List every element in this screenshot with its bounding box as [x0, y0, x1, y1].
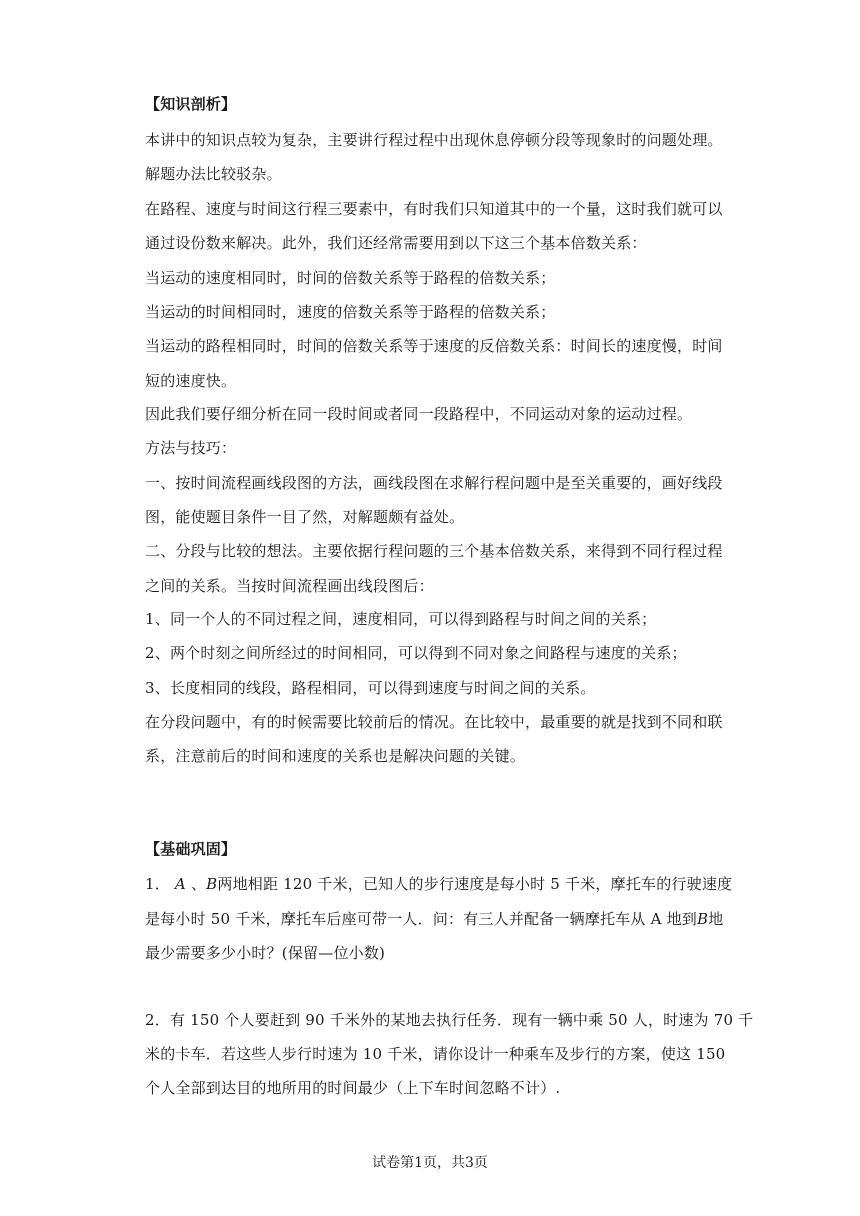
question-2-line-2: 米的卡车．若这些人步行时速为 10 千米，请你设计一种乘车及步行的方案，使这 150 [145, 1045, 726, 1063]
knowledge-line: 本讲中的知识点较为复杂，主要讲行程过程中出现休息停顿分段等现象时的问题处理。 [145, 131, 723, 149]
knowledge-line: 图，能使题目条件一目了然，对解题颇有益处。 [145, 508, 465, 526]
point-b-label: B [697, 910, 709, 928]
knowledge-line: 在路程、速度与时间这行程三要素中，有时我们只知道其中的一个量，这时我们就可以 [145, 200, 723, 218]
knowledge-line: 3、长度相同的线段，路程相同，可以得到速度与时间之间的关系。 [145, 679, 596, 697]
knowledge-line: 系，注意前后的时间和速度的关系也是解决问题的关键。 [145, 747, 526, 765]
question-text: 是每小时 50 千米，摩托车后座可带一人．问：有三人并配备一辆摩托车从 A 地到 [145, 910, 697, 928]
knowledge-line: 一、按时间流程画线段图的方法，画线段图在求解行程问题中是至关重要的，画好线段 [145, 474, 723, 492]
knowledge-line: 当运动的路程相同时，时间的倍数关系等于速度的反倍数关系：时间长的速度慢，时间 [145, 337, 723, 355]
question-2-line-3: 个人全部到达目的地所用的时间最少（上下车时间忽略不计）. [145, 1079, 561, 1097]
knowledge-line: 在分段问题中，有的时候需要比较前后的情况。在比较中，最重要的就是找到不同和联 [145, 713, 723, 731]
basics-heading: 【基础巩固】 [145, 840, 237, 858]
knowledge-line: 之间的关系。当按时间流程画出线段图后： [145, 577, 434, 595]
knowledge-line: 方法与技巧： [145, 439, 237, 457]
knowledge-line: 因此我们要仔细分析在同一段时间或者同一段路程中，不同运动对象的运动过程。 [145, 405, 693, 423]
question-1-line-1 [145, 874, 732, 894]
question-text: 两地相距 120 千米，已知人的步行速度是每小时 5 千米，摩托车的行驶速度 [217, 875, 733, 893]
question-1-line-2 [145, 909, 723, 929]
question-1-line-3: 最少需要多少小时？(保留—位小数) [145, 944, 386, 962]
knowledge-line: 短的速度快。 [145, 372, 237, 390]
knowledge-line: 2、两个时刻之间所经过的时间相同，可以得到不同对象之间路程与速度的关系； [145, 644, 687, 662]
separator: 、 [190, 875, 207, 893]
knowledge-line: 二、分段与比较的想法。主要依据行程问题的三个基本倍数关系，来得到不同行程过程 [145, 542, 723, 560]
point-a-label: A [174, 875, 186, 893]
knowledge-line: 通过设份数来解决。此外，我们还经常需要用到以下这三个基本倍数关系： [145, 234, 647, 252]
knowledge-line: 1、同一个人的不同过程之间，速度相同，可以得到路程与时间之间的关系； [145, 610, 657, 628]
page-footer: 试卷第1页，共3页 [372, 1155, 488, 1171]
knowledge-line: 当运动的速度相同时，时间的倍数关系等于路程的倍数关系； [145, 269, 556, 287]
question-number: 1． [145, 875, 170, 893]
point-b-label: B [206, 875, 218, 893]
knowledge-heading: 【知识剖析】 [145, 95, 237, 113]
knowledge-line: 当运动的时间相同时，速度的倍数关系等于路程的倍数关系； [145, 303, 556, 321]
question-2-line-1: 2．有 150 个人要赶到 90 千米外的某地去执行任务．现有一辆中乘 50 人，时速为 70 千 [145, 1011, 754, 1029]
knowledge-line: 解题办法比较驳杂。 [145, 165, 282, 183]
question-text: 地 [708, 910, 724, 928]
